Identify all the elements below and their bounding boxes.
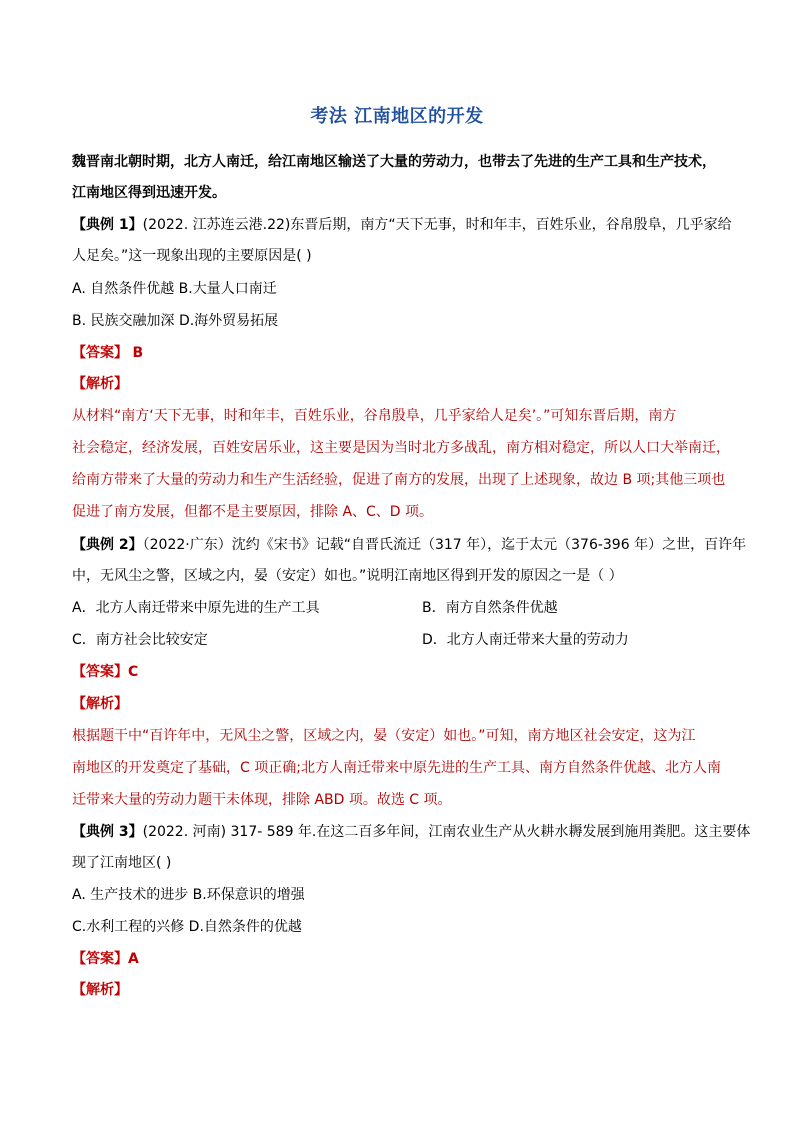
example3-options-line-1: A. 生产技术的进步 B.环保意识的增强 bbox=[72, 887, 305, 903]
example2-stem-line-2: 中，无风尘之警，区域之内，晏（安定）如也。”说明江南地区得到开发的原因之一是（ ） bbox=[72, 568, 623, 584]
example2-analysis-label: 【解析】 bbox=[72, 696, 128, 712]
page-title: 考法 江南地区的开发 bbox=[310, 106, 484, 127]
example2-options-row-2 bbox=[72, 630, 732, 650]
example2-analysis-line-2: 南地区的开发奠定了基础，C 项正确;北方人南迁带来中原先进的生产工具、南方自然条件优越、北方人南 bbox=[72, 760, 721, 776]
intro-line-2: 江南地区得到迅速开发。 bbox=[72, 185, 226, 201]
answer-label: 【答案】 bbox=[72, 345, 128, 361]
example2-option-b: B．南方自然条件优越 bbox=[422, 600, 558, 616]
example1-analysis-line-3: 给南方带来了大量的劳动力和生产生活经验，促进了南方的发展，出现了上述现象，故边 B 项;其他三项也 bbox=[72, 472, 726, 488]
example2-option-c: C．南方社会比较安定 bbox=[72, 632, 208, 648]
example1-options-line-2: B. 民族交融加深 D.海外贸易拓展 bbox=[72, 313, 279, 329]
answer-label: 【答案】 bbox=[72, 951, 128, 967]
example2-stem-line-1 bbox=[72, 535, 747, 555]
example1-analysis-line-1: 从材料“南方‘天下无事，时和年丰，百姓乐业，谷帛殷阜，几乎家给人足矣’。”可知东晋后期，南方 bbox=[72, 408, 677, 424]
answer-value: A bbox=[128, 951, 139, 967]
example1-stem-text-1: (2022. 江苏连云港.22)东晋后期，南方“天下无事，时和年丰，百姓乐业，谷帛殷阜，几乎家给 bbox=[142, 217, 732, 233]
answer-label: 【答案】 bbox=[72, 664, 128, 680]
example3-stem-text-1: (2022. 河南) 317- 589 年.在这二百多年间，江南农业生产从火耕水耨发展到施用粪肥。这主要体 bbox=[142, 824, 751, 840]
example2-answer bbox=[72, 662, 732, 682]
intro-line-1: 魏晋南北朝时期，北方人南迁，给江南地区输送了大量的劳动力，也带去了先进的生产工具和生产技术， bbox=[72, 154, 716, 170]
example1-answer bbox=[72, 343, 732, 363]
example1-tag: 【典例 1】 bbox=[72, 217, 143, 233]
example2-option-a: A．北方人南迁带来中原先进的生产工具 bbox=[72, 600, 320, 616]
example3-tag: 【典例 3】 bbox=[72, 824, 143, 840]
example1-analysis-line-2: 社会稳定，经济发展，百姓安居乐业，这主要是因为当时北方多战乱，南方相对稳定，所以人口大举南迁， bbox=[72, 440, 730, 456]
example3-stem-line-1 bbox=[72, 822, 751, 842]
example2-analysis-line-1: 根据题干中“百许年中，无风尘之警，区域之内，晏（安定）如也。”可知，南方地区社会安定，这为江 bbox=[72, 728, 696, 744]
example3-analysis-label: 【解析】 bbox=[72, 982, 128, 998]
example3-options-line-2: C.水利工程的兴修 D.自然条件的优越 bbox=[72, 919, 302, 935]
example1-options-line-1: A. 自然条件优越 B.大量人口南迁 bbox=[72, 281, 277, 297]
example3-answer bbox=[72, 949, 732, 969]
example2-stem-text-1: （2022·广东）沈约《宋书》记载“自晋氏流迁（317 年），迄于太元（376-396 年）之世，百许年 bbox=[142, 537, 747, 553]
example2-options-row-1 bbox=[72, 598, 732, 618]
example2-option-d: D．北方人南迁带来大量的劳动力 bbox=[422, 632, 629, 648]
example2-tag: 【典例 2】 bbox=[72, 537, 143, 553]
example1-analysis-line-4: 促进了南方发展，但都不是主要原因，排除 A、C、D 项。 bbox=[72, 504, 434, 520]
answer-value: C bbox=[128, 664, 139, 680]
example1-analysis-label: 【解析】 bbox=[72, 376, 128, 392]
answer-value: B bbox=[132, 345, 144, 361]
example3-stem-line-2: 现了江南地区( ) bbox=[72, 855, 172, 871]
example1-stem-line-2: 人足矣。”这一现象出现的主要原因是( ) bbox=[72, 248, 312, 264]
example2-analysis-line-3: 迁带来大量的劳动力题干未体现，排除 ABD 项。故选 C 项。 bbox=[72, 792, 452, 808]
example1-stem-line-1 bbox=[72, 215, 732, 235]
